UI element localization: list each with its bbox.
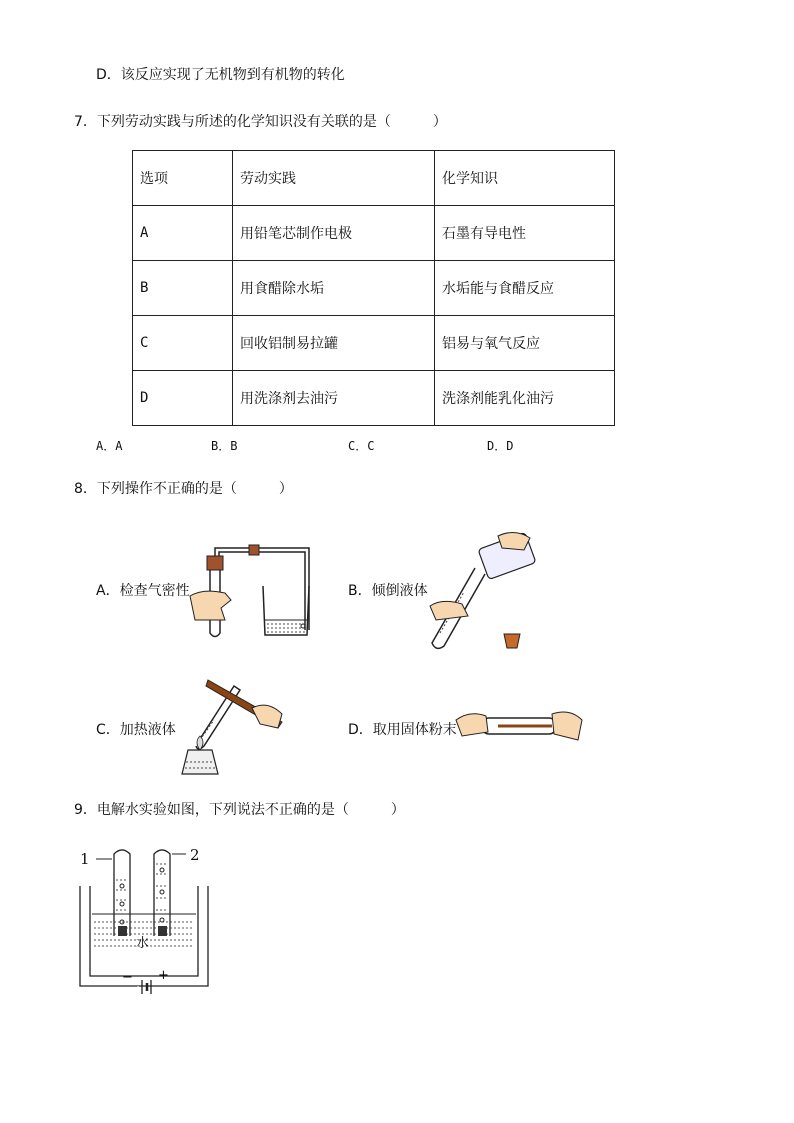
q7-choice-d: D．D (487, 439, 514, 453)
minus-label: − (122, 970, 133, 985)
table-header-row (133, 151, 615, 206)
table-header: 劳动实践 (233, 151, 435, 206)
q7-stem: 7．下列劳动实践与所述的化学知识没有关联的是（ ） (74, 114, 447, 130)
q8-option-a: A．检查气密性 (96, 583, 190, 599)
table-cell: 用铅笔芯制作电极 (233, 206, 435, 261)
heating-liquid-figure (178, 678, 288, 780)
q7-choice-a: A．A (96, 439, 123, 453)
electrolysis-figure (78, 846, 218, 996)
plus-label: + (158, 968, 169, 983)
table-cell: D (133, 371, 233, 426)
q6-option-d: D．该反应实现了无机物到有机物的转化 (96, 67, 345, 83)
table-row (133, 316, 615, 371)
table-cell: C (133, 316, 233, 371)
q7-table (132, 150, 615, 426)
table-cell: 用洗涤剂去油污 (233, 371, 435, 426)
table-header: 选项 (133, 151, 233, 206)
table-cell: 用食醋除水垢 (233, 261, 435, 316)
solid-powder-figure (454, 706, 586, 748)
table-cell: B (133, 261, 233, 316)
table-row (133, 206, 615, 261)
table-cell: A (133, 206, 233, 261)
table-cell: 回收铝制易拉罐 (233, 316, 435, 371)
q8-option-d: D．取用固体粉末 (348, 722, 457, 738)
q7-choice-b: B．B (211, 439, 238, 453)
pouring-liquid-figure (420, 528, 540, 653)
table-cell: 水垢能与食醋反应 (435, 261, 615, 316)
table-row (133, 371, 615, 426)
table-cell: 铝易与氧气反应 (435, 316, 615, 371)
q9-stem: 9．电解水实验如图，下列说法不正确的是（ ） (74, 802, 405, 818)
table-row (133, 261, 615, 316)
q8-option-b: B．倾倒液体 (348, 583, 428, 599)
table-cell: 石墨有导电性 (435, 206, 615, 261)
label-1: 1 (80, 850, 90, 868)
table-header: 化学知识 (435, 151, 615, 206)
airtight-check-figure (185, 538, 315, 643)
q8-stem: 8．下列操作不正确的是（ ） (74, 481, 293, 497)
label-2: 2 (190, 846, 200, 864)
water-label: 水 (136, 936, 150, 951)
q8-option-c: C．加热液体 (96, 722, 176, 738)
table-cell: 洗涤剂能乳化油污 (435, 371, 615, 426)
q7-choice-c: C．C (348, 439, 375, 453)
